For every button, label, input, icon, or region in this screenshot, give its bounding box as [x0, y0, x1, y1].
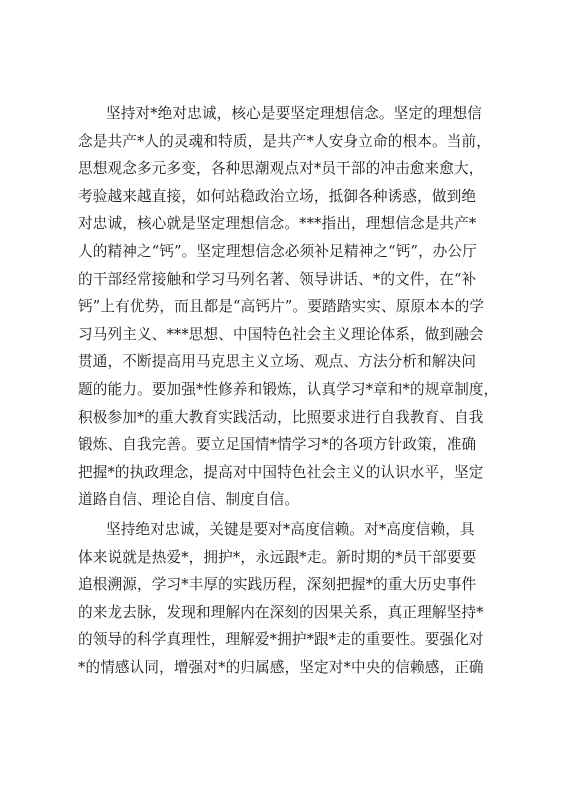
- text-line: 人的精神之“钙”。坚定理想信念必须补足精神之“钙”，办公厅: [78, 242, 478, 260]
- text-line: 的来龙去脉，发现和理解内在深刻的因果关系，真正理解坚持*: [78, 603, 484, 621]
- document-body: [78, 100, 498, 681]
- text-line: 钙”上有优势，而且都是“高钙片”。要踏踏实实、原原本本的学: [78, 298, 485, 316]
- text-line: 的干部经常接触和学习马列名著、领导讲话、*的文件，在“补: [78, 270, 477, 288]
- text-line: 道路自信、理论自信、制度自信。: [78, 491, 300, 509]
- text-line: 贯通，不断提高用马克思主义立场、观点、方法分析和解决问: [78, 353, 477, 371]
- text-line: 追根溯源，学习*丰厚的实践历程，深刻把握*的重大历史事件: [78, 576, 477, 594]
- text-line: 坚持对*绝对忠诚，核心是要坚定理想信念。坚定的理想信: [106, 105, 483, 122]
- text-line: 的领导的科学真理性，理解爱*拥护*跟*走的重要性。要强化对: [78, 631, 484, 649]
- paragraph-2: [78, 516, 498, 682]
- paragraph-1: [78, 100, 498, 514]
- text-line: 思想观念多元多变，各种思潮观点对*员干部的冲击愈来愈大，: [78, 160, 484, 178]
- text-line: 积极参加*的重大教育实践活动，比照要求进行自我教育、自我: [78, 408, 484, 426]
- text-line: 体来说就是热爱*，拥护*，永远跟*走。新时期的*员干部要要: [78, 548, 477, 566]
- text-line: 习马列主义、***思想、中国特色社会主义理论体系，做到融会: [78, 325, 484, 343]
- text-line: 念是共产*人的灵魂和特质，是共产*人安身立命的根本。当前，: [78, 132, 491, 150]
- text-line: 题的能力。要加强*性修养和锻炼，认真学习*章和*的规章制度，: [78, 380, 499, 398]
- text-line: 锻炼、自我完善。要立足国情*情学习*的各项方针政策，准确: [78, 436, 477, 454]
- text-line: 坚持绝对忠诚，关键是要对*高度信赖。对*高度信赖，具: [106, 520, 475, 538]
- text-line: 考验越来越直接，如何站稳政治立场，抵御各种诱惑，做到绝: [78, 187, 477, 205]
- text-line: *的情感认同，增强对*的归属感，坚定对*中央的信赖感，正确: [78, 658, 484, 676]
- text-line: 把握*的执政理念，提高对中国特色社会主义的认识水平，坚定: [78, 463, 484, 481]
- text-line: 对忠诚，核心就是坚定理想信念。***指出，理想信念是共产*: [78, 215, 477, 233]
